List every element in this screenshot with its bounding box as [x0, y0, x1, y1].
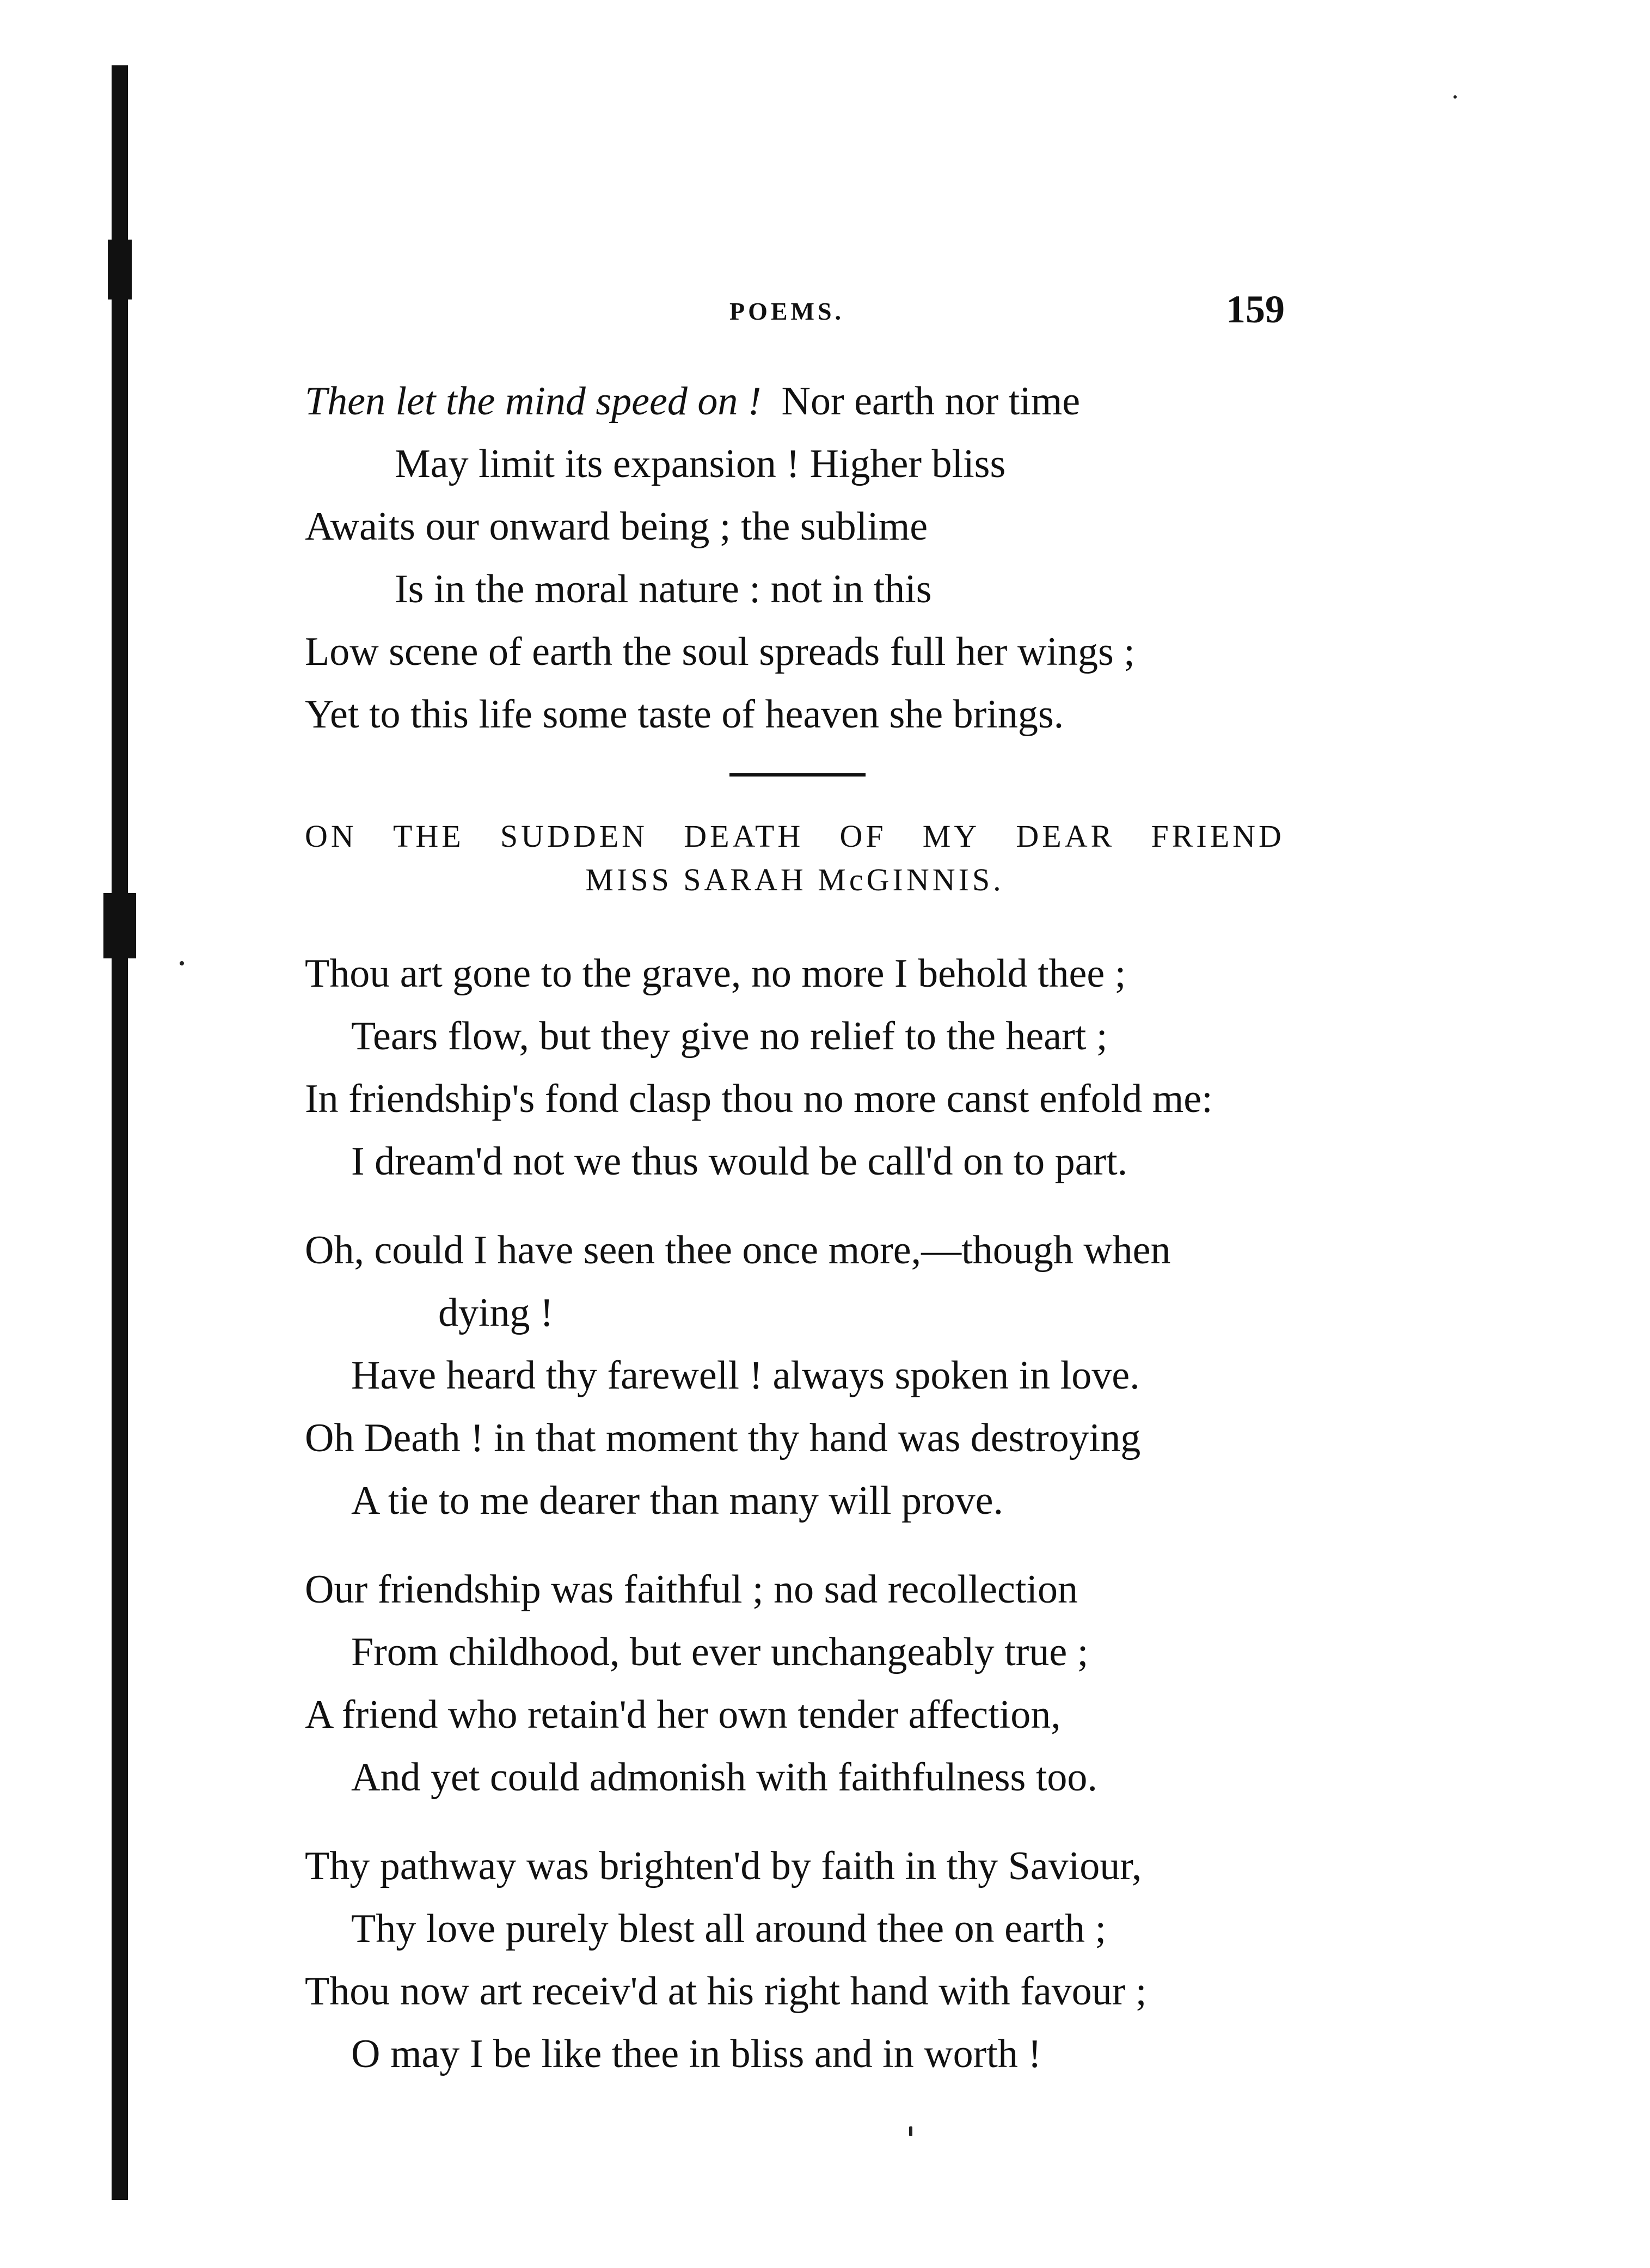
verse-line: Tears flow, but they give no relief to the heart ; — [351, 1014, 1108, 1059]
binding-edge — [112, 65, 128, 2200]
verse-line: Low scene of earth the soul spreads full her wings ; — [305, 629, 1135, 674]
running-title: POEMS. — [729, 297, 845, 325]
heading-word: SUDDEN — [500, 818, 648, 854]
stanza-2 — [305, 1219, 1296, 1532]
heading-word: OF — [839, 818, 887, 854]
stanza-4 — [305, 1835, 1296, 2086]
binding-mark — [103, 893, 136, 958]
verse-line: A friend who retain'd her own tender affection, — [305, 1692, 1061, 1737]
verse-line: Oh, could I have seen thee once more,—though when — [305, 1228, 1171, 1273]
poem-heading-line-1 — [305, 815, 1285, 858]
intro-stanza — [305, 370, 1296, 746]
verse-line: Thy love purely blest all around thee on earth ; — [351, 1906, 1107, 1951]
heading-word: FRIEND — [1151, 818, 1285, 854]
stanza-3 — [305, 1558, 1296, 1809]
stanza-1 — [305, 943, 1296, 1193]
verse-line: And yet could admonish with faithfulness too. — [351, 1755, 1097, 1800]
verse-line: O may I be like thee in bliss and in worth ! — [351, 2032, 1042, 2076]
verse-line — [305, 370, 1296, 433]
ink-speck — [909, 2126, 912, 2136]
verse-line: In friendship's fond clasp thou no more canst enfold me: — [305, 1077, 1213, 1121]
verse-line: Have heard thy farewell ! always spoken in love. — [351, 1353, 1140, 1398]
verse-line: Thou now art receiv'd at his right hand with favour ; — [305, 1969, 1147, 2014]
verse-line: Thou art gone to the grave, no more I behold thee ; — [305, 951, 1126, 996]
heading-word: DEATH — [684, 818, 804, 854]
verse-line: From childhood, but ever unchangeably true ; — [351, 1630, 1089, 1674]
running-head — [305, 288, 1285, 346]
binding-mark — [108, 240, 132, 299]
verse-line: Yet to this life some taste of heaven she brings. — [305, 692, 1064, 737]
verse-line: Thy pathway was brighten'd by faith in thy Saviour, — [305, 1844, 1142, 1888]
verse-line: I dream'd not we thus would be call'd on to part. — [351, 1139, 1128, 1184]
poem-heading-line-2: MISS SARAH McGINNIS. — [585, 862, 1004, 897]
heading-word: ON — [305, 818, 357, 854]
verse-line: A tie to me dearer than many will prove. — [351, 1478, 1004, 1523]
verse-line: Is in the moral nature : not in this — [395, 567, 932, 612]
verse-text: Nor earth nor time — [781, 379, 1081, 424]
text-block — [305, 370, 1296, 2086]
ink-speck — [1453, 95, 1457, 99]
verse-line: Oh Death ! in that moment thy hand was destroying — [305, 1416, 1141, 1460]
verse-line: dying ! — [438, 1291, 554, 1335]
verse-line: Our friendship was faithful ; no sad recollection — [305, 1567, 1078, 1612]
poem-heading — [305, 815, 1296, 902]
verse-line: May limit its expansion ! Higher bliss — [395, 442, 1006, 486]
italic-lead: Then let the mind speed on ! — [305, 379, 762, 424]
section-divider — [729, 773, 866, 777]
heading-word: DEAR — [1016, 818, 1115, 854]
page-number: 159 — [1226, 288, 1285, 331]
heading-word: MY — [922, 818, 980, 854]
ink-speck — [180, 961, 184, 965]
verse-line: Awaits our onward being ; the sublime — [305, 504, 928, 549]
heading-word: THE — [392, 818, 464, 854]
